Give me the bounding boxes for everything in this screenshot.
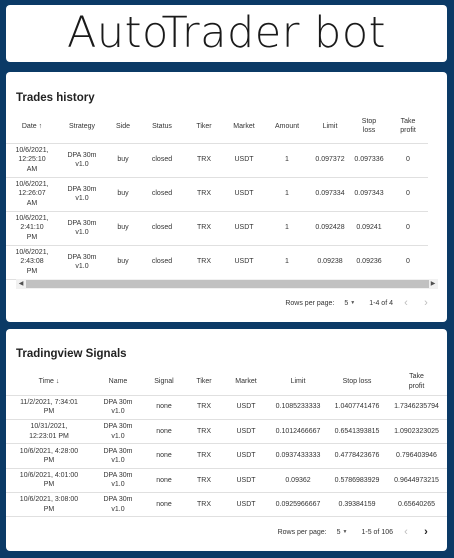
table-cell: DPA 30m v1.0: [92, 419, 144, 443]
table-cell: none: [144, 419, 184, 443]
column-header[interactable]: [184, 110, 224, 143]
table-cell: TRX: [184, 211, 224, 245]
column-header[interactable]: [350, 110, 388, 143]
scroll-right-icon[interactable]: ▶: [430, 281, 436, 287]
rows-per-page-select[interactable]: [337, 529, 348, 536]
table-cell: TRX: [184, 468, 224, 492]
table-cell: 0.097336: [350, 143, 388, 177]
scrollbar-thumb[interactable]: [26, 280, 429, 288]
arrow-up-icon[interactable]: ↑: [38, 122, 43, 130]
table-cell: DPA 30m v1.0: [58, 211, 106, 245]
table-cell: 0.4778423676: [328, 444, 386, 468]
table-cell: 10/6/2021, 4:28:00 PM: [6, 444, 92, 468]
prev-page-button[interactable]: ‹: [404, 526, 408, 538]
chevron-down-icon: ▼: [350, 300, 356, 306]
table-cell: 0.6541393815: [328, 419, 386, 443]
table-cell: 10/6/2021, 4:01:00 PM: [6, 468, 92, 492]
next-page-button[interactable]: ›: [424, 526, 428, 538]
table-cell: closed: [140, 177, 184, 211]
column-header[interactable]: [140, 110, 184, 143]
rows-per-page-label: Rows per page:: [285, 299, 335, 307]
column-header[interactable]: [224, 110, 264, 143]
table-cell: 1: [264, 143, 310, 177]
table-row: [6, 211, 428, 245]
table-cell: 10/31/2021, 12:23:01 PM: [6, 419, 92, 443]
column-header-label: Take profit: [408, 373, 425, 390]
column-header[interactable]: [264, 110, 310, 143]
rows-per-page-value: 5: [336, 528, 341, 536]
table-row: [6, 468, 447, 492]
table-cell: USDT: [224, 419, 268, 443]
table-cell: 10/6/2021, 12:26:07 AM: [6, 177, 58, 211]
column-header-label: Status: [152, 122, 172, 130]
column-header-label: Limit: [290, 378, 306, 386]
rows-per-page-value: 5: [344, 299, 349, 307]
table-cell: 0.097334: [310, 177, 350, 211]
table-cell: DPA 30m v1.0: [92, 444, 144, 468]
horizontal-scrollbar[interactable]: [16, 279, 438, 289]
table-cell: 1.0407741476: [328, 395, 386, 419]
table-cell: TRX: [184, 143, 224, 177]
column-header-label: Side: [115, 122, 130, 130]
rows-per-page-label: Rows per page:: [277, 528, 327, 536]
column-header[interactable]: [268, 369, 328, 395]
table-cell: 0.097343: [350, 177, 388, 211]
column-header-label: Amount: [274, 122, 300, 130]
table-cell: none: [144, 493, 184, 517]
table-cell: TRX: [184, 419, 224, 443]
column-header[interactable]: [58, 110, 106, 143]
table-cell: 0: [388, 143, 428, 177]
signals-table-body: [6, 395, 447, 517]
table-cell: closed: [140, 211, 184, 245]
table-row: [6, 177, 428, 211]
table-cell: 11/2/2021, 7:34:01 PM: [6, 395, 92, 419]
table-cell: 0.0925966667: [268, 493, 328, 517]
scroll-left-icon[interactable]: ◀: [18, 281, 24, 287]
table-cell: 0.1012466667: [268, 419, 328, 443]
table-row: [6, 419, 447, 443]
signals-table-container: [6, 369, 447, 517]
column-header[interactable]: [6, 369, 92, 395]
trades-pagination: [285, 297, 433, 309]
column-header[interactable]: [106, 110, 140, 143]
table-cell: 0.097372: [310, 143, 350, 177]
table-row: [6, 493, 447, 517]
table-cell: none: [144, 444, 184, 468]
table-cell: TRX: [184, 444, 224, 468]
trades-table: [6, 110, 428, 280]
table-cell: 0.09241: [350, 211, 388, 245]
signals-header-row: [6, 369, 447, 395]
tradingview-signals-card: [6, 329, 447, 551]
column-header-label: Market: [233, 122, 255, 130]
table-cell: USDT: [224, 444, 268, 468]
title-card: [6, 5, 447, 62]
table-cell: 0.5786983929: [328, 468, 386, 492]
table-cell: 0.796403946: [386, 444, 447, 468]
signals-table: [6, 369, 447, 517]
table-cell: 0.65640265: [386, 493, 447, 517]
table-cell: 0: [388, 177, 428, 211]
table-cell: DPA 30m v1.0: [58, 245, 106, 279]
table-cell: 10/6/2021, 12:25:10 AM: [6, 143, 58, 177]
signals-pagination: [278, 526, 433, 538]
table-cell: 0.09236: [350, 245, 388, 279]
table-cell: buy: [106, 177, 140, 211]
table-cell: USDT: [224, 493, 268, 517]
table-cell: 1.0902323025: [386, 419, 447, 443]
table-cell: 0.0937433333: [268, 444, 328, 468]
table-cell: TRX: [184, 177, 224, 211]
table-cell: 0.09238: [310, 245, 350, 279]
table-cell: 10/6/2021, 2:41:10 PM: [6, 211, 58, 245]
table-row: [6, 245, 428, 279]
table-cell: buy: [106, 211, 140, 245]
table-cell: USDT: [224, 245, 264, 279]
column-header-label: Date: [21, 122, 37, 130]
table-cell: 0.09362: [268, 468, 328, 492]
trades-header-row: [6, 110, 428, 143]
table-cell: 0.1085233333: [268, 395, 328, 419]
column-header-label: Take profit: [400, 117, 416, 135]
table-cell: 1: [264, 177, 310, 211]
column-header-label: Stop loss: [361, 117, 377, 135]
column-header-label: Tiker: [196, 378, 212, 386]
column-header-label: Signal: [154, 378, 174, 386]
arrow-down-icon[interactable]: ↓: [55, 378, 60, 386]
table-cell: USDT: [224, 211, 264, 245]
column-header-label: Name: [108, 378, 128, 386]
column-header[interactable]: [144, 369, 184, 395]
table-cell: DPA 30m v1.0: [92, 468, 144, 492]
table-cell: 0.092428: [310, 211, 350, 245]
table-cell: 0: [388, 211, 428, 245]
column-header[interactable]: [184, 369, 224, 395]
column-header-label: Limit: [322, 122, 338, 130]
table-cell: closed: [140, 245, 184, 279]
table-cell: 0: [388, 245, 428, 279]
page-range: 1-4 of 4: [369, 299, 393, 307]
table-cell: buy: [106, 245, 140, 279]
table-cell: 1: [264, 245, 310, 279]
prev-page-button[interactable]: ‹: [404, 297, 408, 309]
table-cell: 1: [264, 211, 310, 245]
table-cell: none: [144, 395, 184, 419]
column-header-label: Time: [38, 378, 54, 386]
table-row: [6, 143, 428, 177]
column-header[interactable]: [92, 369, 144, 395]
table-cell: buy: [106, 143, 140, 177]
column-header-label: Stop loss: [342, 378, 372, 386]
table-cell: 10/6/2021, 3:08:00 PM: [6, 493, 92, 517]
column-header[interactable]: [6, 110, 58, 143]
column-header[interactable]: [386, 369, 447, 395]
table-cell: TRX: [184, 493, 224, 517]
table-cell: TRX: [184, 245, 224, 279]
column-header[interactable]: [310, 110, 350, 143]
app-title: AutoTrader bot: [66, 8, 387, 58]
table-cell: TRX: [184, 395, 224, 419]
table-cell: DPA 30m v1.0: [92, 395, 144, 419]
signals-title: Tradingview Signals: [16, 348, 127, 360]
table-cell: closed: [140, 143, 184, 177]
next-page-button[interactable]: ›: [424, 297, 428, 309]
table-cell: USDT: [224, 143, 264, 177]
table-cell: DPA 30m v1.0: [58, 177, 106, 211]
table-cell: USDT: [224, 395, 268, 419]
table-cell: DPA 30m v1.0: [58, 143, 106, 177]
table-cell: USDT: [224, 177, 264, 211]
trades-table-body: [6, 143, 428, 279]
table-cell: 0.9644973215: [386, 468, 447, 492]
table-cell: 0.39384159: [328, 493, 386, 517]
table-cell: 10/6/2021, 2:43:08 PM: [6, 245, 58, 279]
chevron-down-icon: ▼: [342, 529, 348, 535]
column-header[interactable]: [224, 369, 268, 395]
column-header[interactable]: [388, 110, 428, 143]
column-header-label: Strategy: [68, 122, 96, 130]
trades-history-title: Trades history: [16, 92, 95, 104]
table-row: [6, 395, 447, 419]
page-range: 1-5 of 106: [361, 528, 393, 536]
table-cell: DPA 30m v1.0: [92, 493, 144, 517]
column-header-label: Market: [235, 378, 257, 386]
column-header-label: Tiker: [196, 122, 212, 130]
table-cell: none: [144, 468, 184, 492]
trades-history-card: [6, 72, 447, 322]
table-row: [6, 444, 447, 468]
rows-per-page-select[interactable]: [344, 300, 355, 307]
table-cell: USDT: [224, 468, 268, 492]
column-header[interactable]: [328, 369, 386, 395]
table-cell: 1.7346235794: [386, 395, 447, 419]
